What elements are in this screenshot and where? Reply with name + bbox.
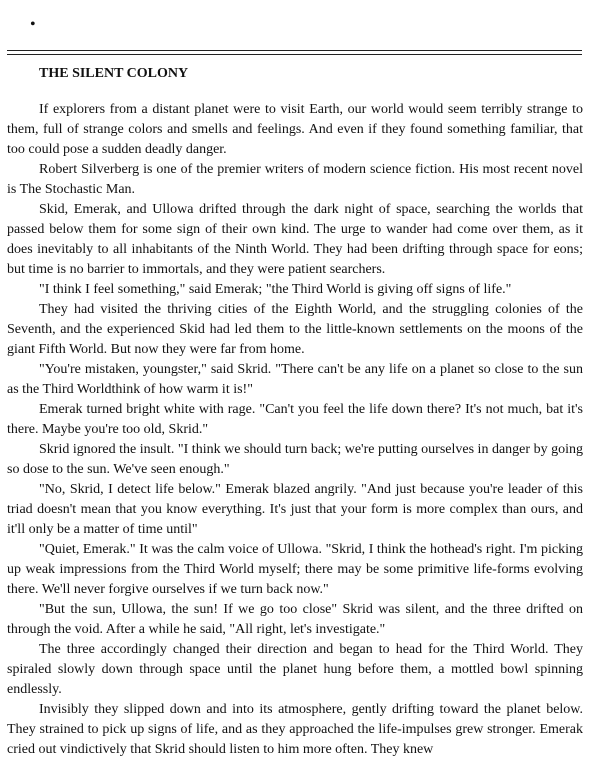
divider-bottom xyxy=(7,54,582,55)
paragraph: Robert Silverberg is one of the premier writers of modern science fiction. His most recent novel is The Stochastic Man. xyxy=(7,162,583,197)
paragraph: "You're mistaken, youngster," said Skrid. "There can't be any life on a planet so close to the sun as the Third Worldthink of how warm it is!" xyxy=(7,362,583,397)
paragraph: They had visited the thriving cities of the Eighth World, and the struggling colonies of the Seventh, and the experienced Skid had led them to the little-known settlements on the moons of the giant Fifth World. But now they were far from home. xyxy=(7,302,583,357)
story-title: THE SILENT COLONY xyxy=(39,66,189,81)
paragraph: The three accordingly changed their direction and began to head for the Third World. They spiraled slowly down through space until the planet hung before them, a mottled bowl spinning endlessly. xyxy=(7,642,583,697)
bullet-marker: • xyxy=(30,16,36,33)
paragraph: Invisibly they slipped down and into its atmosphere, gently drifting toward the planet below. They strained to pick up signs of life, and as they approached the life-impulses grew stronger. Emerak cried out vindictively that Skrid should listen to him more often. They knew xyxy=(7,702,583,757)
story-body xyxy=(7,100,583,760)
paragraph: "But the sun, Ullowa, the sun! If we go too close" Skrid was silent, and the three drifted on through the void. After a while he said, "All right, let's investigate." xyxy=(7,602,583,637)
paragraph: "Quiet, Emerak." It was the calm voice of Ullowa. "Skrid, I think the hothead's right. I'm picking up weak impressions from the Third World myself; there may be some primitive life-forms evolving there. We'll never forgive ourselves if we turn back now." xyxy=(7,542,583,597)
divider-top xyxy=(7,50,582,51)
paragraph: "No, Skrid, I detect life below." Emerak blazed angrily. "And just because you're leader of this triad doesn't mean that you know everything. It's just that your form is more complex than ours, and it'll only be a matter of time until" xyxy=(7,482,583,537)
paragraph: Emerak turned bright white with rage. "Can't you feel the life down there? It's not much, bat it's there. Maybe you're too old, Skrid." xyxy=(7,402,583,437)
paragraph: Skid, Emerak, and Ullowa drifted through the dark night of space, searching the worlds that passed below them for some sign of their own kind. The urge to wander had come over them, as it does inevitably to all inhabitants of the Ninth World. They had been drifting through space for eons; but time is no barrier to immortals, and they were patient searchers. xyxy=(7,202,583,277)
paragraph: "I think I feel something," said Emerak; "the Third World is giving off signs of life." xyxy=(39,282,512,297)
paragraph: If explorers from a distant planet were to visit Earth, our world would seem terribly strange to them, full of strange colors and smells and feelings. And even if they found something familiar, that too could pose a sudden deadly danger. xyxy=(7,102,583,157)
paragraph: Skrid ignored the insult. "I think we should turn back; we're putting ourselves in danger by going so dose to the sun. We've seen enough." xyxy=(7,442,583,477)
